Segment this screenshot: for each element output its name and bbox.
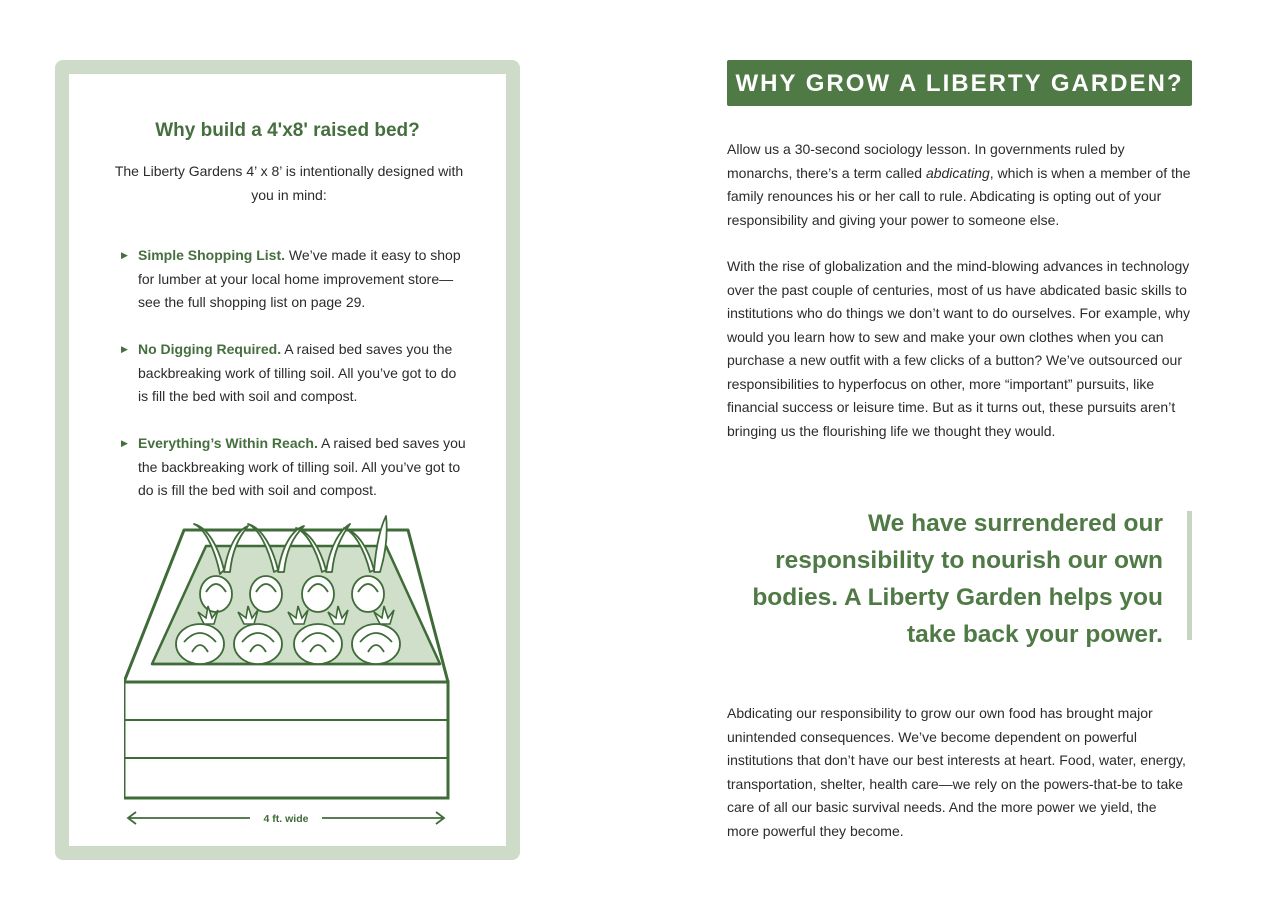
bullet-text: A raised bed saves you the backbreaking work of tilling soil. All you’ve got to do is fill the bed with soil and compost. xyxy=(138,341,457,404)
benefits-list xyxy=(121,244,466,526)
triangle-bullet-icon: ▶ xyxy=(121,250,128,260)
triangle-bullet-icon: ▶ xyxy=(121,438,128,448)
pull-quote-rule xyxy=(1187,511,1192,640)
raised-bed-illustration xyxy=(124,506,464,826)
paragraph-consequences: Abdicating our responsibility to grow our own food has brought major unintended consequences. We’ve become dependent on powerful institutions that don’t have our best interests at heart. Food, water, energy, transportation, shelter, health care—we rely on the powers-that-be to take care of all our basic survival needs. And the more power we yield, the more powerful they become. xyxy=(727,705,1186,839)
bullet-text: We’ve made it easy to shop for lumber at your local home improvement store—see the full shopping list on page 29. xyxy=(138,247,461,310)
sidebar-panel xyxy=(55,60,520,860)
paragraph-text: , which is when a member of the family renounces his or her call to rule. Abdicating is opting out of your responsibility and giving your power to someone else. xyxy=(727,164,1191,228)
bullet-lead: No Digging Required. xyxy=(138,341,282,357)
bullet-text: A raised bed saves you the backbreaking work of tilling soil. All you’ve got to do is fill the bed with soil and compost. xyxy=(138,435,466,498)
width-label: 4 ft. wide xyxy=(263,813,309,825)
list-item xyxy=(121,432,466,503)
pull-quote: We have surrendered our responsibility to nourish our own bodies. A Liberty Garden helps you take back your power. xyxy=(752,510,1163,648)
sidebar-title: Why build a 4'x8' raised bed? xyxy=(155,120,420,141)
sidebar-intro: The Liberty Gardens 4’ x 8’ is intentionally designed with you in mind: xyxy=(114,163,464,203)
bullet-lead: Simple Shopping List. xyxy=(138,247,285,263)
triangle-bullet-icon: ▶ xyxy=(121,344,128,354)
list-item xyxy=(121,244,466,315)
paragraph-text: Allow us a 30-second sociology lesson. In governments ruled by monarchs, there’s a term called xyxy=(727,141,1125,181)
paragraph-intro xyxy=(727,138,1192,232)
emphasized-term: abdicating xyxy=(925,164,990,181)
list-item xyxy=(121,338,466,409)
section-heading: WHY GROW A LIBERTY GARDEN? xyxy=(727,60,1192,106)
paragraph-globalization: With the rise of globalization and the mind-blowing advances in technology over the past couple of centuries, most of us have abdicated basic skills to institutions who do things we don’t want to do ourselves. For example, why would you learn how to sew and make your own clothes when you can purchase a new outfit with a few clicks of a button? We’ve outsourced our responsibilities to hyperfocus on other, more “important” pursuits, like financial success or leisure time. But as it turns out, these pursuits aren’t bringing us the flourishing life we thought they would. xyxy=(727,258,1191,439)
bullet-lead: Everything’s Within Reach. xyxy=(138,435,318,451)
sidebar-content xyxy=(69,74,506,846)
